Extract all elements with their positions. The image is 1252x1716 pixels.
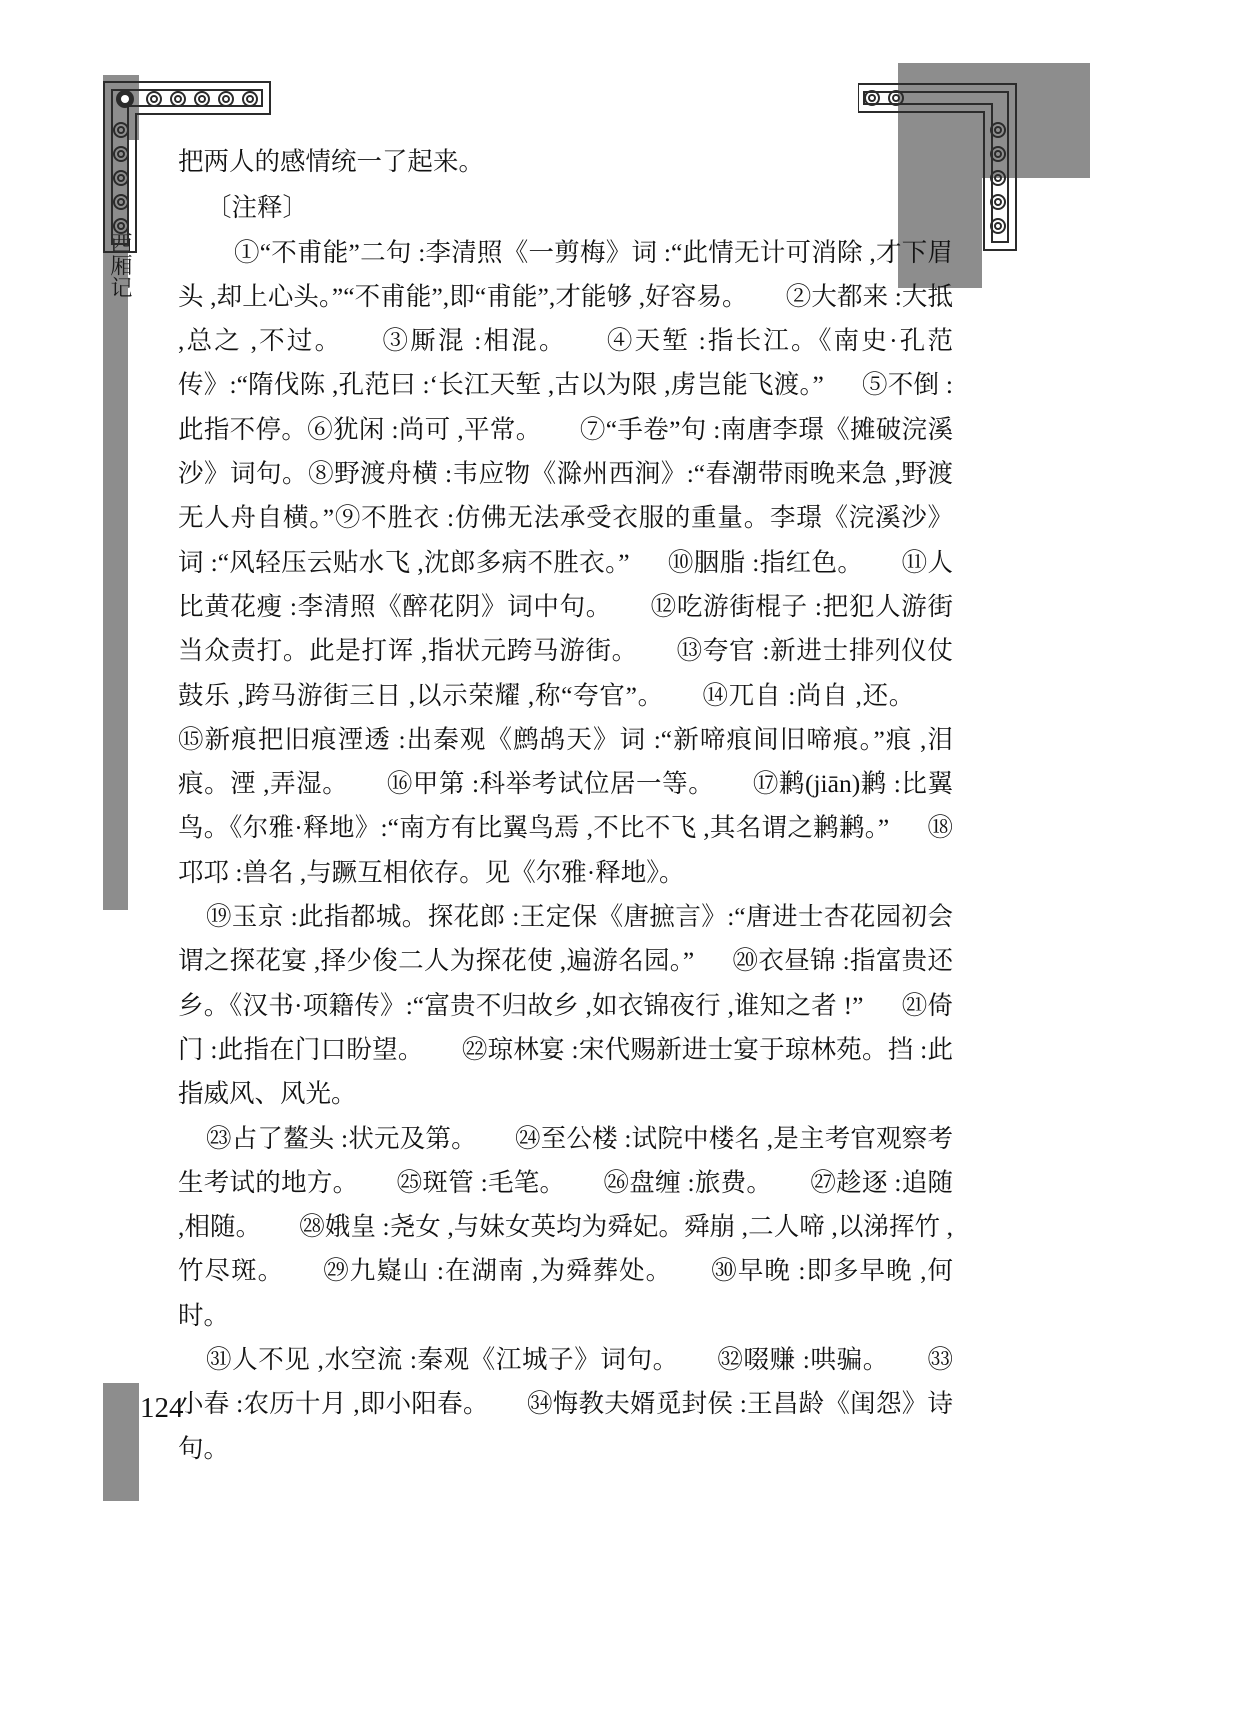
note-text: ㉚早晚 :即多早晚 ,何时。 — [178, 1256, 953, 1330]
note-text: ⑮新痕把旧痕湮透 :出秦观《鹧鸪天》词 :“新啼痕间旧啼痕。”痕 ,泪痕。湮 ,弄湿。 — [178, 724, 953, 799]
section-heading-notes: 〔注释〕 — [206, 193, 309, 223]
note-text: ⑲玉京 :此指都城。探花郎 :王定保《唐摭言》:“唐进士杏花园初会谓之探花宴 ,择少俊二人为探花使 ,遍游名园。” — [178, 902, 953, 976]
note-text: ③厮混 :相混。 — [380, 326, 567, 356]
note-text: ①“不甫能”二句 :李清照《一剪梅》词 :“此情无计可消除 ,才下眉头 ,却上心头。”“不甫能”,即“甫能”,才能够 ,好容易。 — [178, 237, 953, 311]
note-text: ㉜啜赚 :哄骗。 — [716, 1345, 889, 1375]
note-text: ⑧野渡舟横 :韦应物《滁州西涧》:“春潮带雨晚来急 ,野渡无人舟自横。” — [178, 459, 953, 533]
note-text: ⑳衣昼锦 :指富贵还乡。《汉书·项籍传》:“富贵不归故乡 ,如衣锦夜行 ,谁知之者 !” — [178, 946, 953, 1020]
note-text: ㉕斑管 :毛笔。 — [396, 1167, 566, 1197]
note-text: ㉒琼林宴 :宋代赐新进士宴于琼林苑。挡 :此指威风、风光。 — [178, 1034, 953, 1109]
note-text: ⑫吃游街棍子 :把犯人游街当众责打。此是打诨 ,指状元跨马游街。 — [178, 591, 953, 666]
note-text: ㉞悔教夫婿觅封侯 :王昌龄《闺怨》诗句。 — [178, 1389, 953, 1463]
note-item — [178, 895, 953, 1116]
note-text: ㉝小春 :农历十月 ,即小阳春。 — [178, 1345, 953, 1419]
note-text: ⑤不倒 :此指不停。 — [178, 370, 953, 444]
note-text: ⑦“手卷”句 :南唐李璟《摊破浣溪沙》词句。 — [178, 414, 953, 489]
paragraph-continuation: 把两人的感情统一了起来。 — [178, 147, 485, 176]
note-text: ㉛人不见 ,水空流 :秦观《江城子》词句。 — [206, 1345, 679, 1375]
note-text: ⑨不胜衣 :仿佛无法承受衣服的重量。李璟《浣溪沙》词 :“风轻压云贴水飞 ,沈郎多病不胜衣。” — [178, 503, 953, 577]
note-text: ②大都来 :大抵 ,总之 ,不过。 — [178, 281, 954, 356]
book-title: 西厢记 — [108, 232, 133, 298]
note-text: ㉙九嶷山 :在湖南 ,为舜葬处。 — [322, 1256, 673, 1286]
footer-band — [103, 1383, 139, 1501]
note-text: ⑥犹闲 :尚可 ,平常。 — [307, 414, 542, 444]
note-text: ㉘娥皇 :尧女 ,与妹女英均为舜妃。舜崩 ,二人啼 ,以涕挥竹 ,竹尽斑。 — [178, 1212, 953, 1286]
note-text: ㉖盘缠 :旅费。 — [603, 1167, 773, 1197]
note-text: ㉑倚门 :此指在门口盼望。 — [178, 990, 953, 1064]
note-text: ㉔至公楼 :试院中楼名 ,是主考官观察考生考试的地方。 — [178, 1123, 953, 1197]
note-text: ⑭兀自 :尚自 ,还。 — [701, 680, 916, 710]
note-text: ㉗趁逐 :追随 ,相随。 — [178, 1167, 953, 1242]
note-text: ④天堑 :指长江。《南史·孔范传》:“隋伐陈 ,孔范曰 :‘长江天堑 ,古以为限 ,虏岂能飞渡。” — [178, 326, 953, 400]
note-text: ⑰鹣(jiān)鹣 :比翼鸟。《尔雅·释地》:“南方有比翼鸟焉 ,不比不飞 ,其名谓之鹣鹣。” — [178, 769, 953, 843]
note-text: ⑯甲第 :科举考试位居一等。 — [386, 769, 715, 799]
note-text: ⑪人比黄花瘦 :李清照《醉花阴》词中句。 — [178, 547, 953, 621]
note-text: ⑬夸官 :新进士排列仪仗鼓乐 ,跨马游街三日 ,以示荣耀 ,称“夸官”。 — [178, 636, 953, 710]
note-item — [178, 1338, 953, 1471]
note-text: ⑱邛邛 :兽名 ,与蹶互相依存。见《尔雅·释地》。 — [178, 813, 953, 887]
note-text: ⑩胭脂 :指红色。 — [667, 547, 864, 577]
page-number: 124 — [140, 1392, 184, 1424]
note-text: ㉓占了鳌头 :状元及第。 — [206, 1123, 477, 1153]
page-body — [178, 140, 953, 1471]
note-item — [178, 1117, 953, 1338]
note-item — [178, 231, 953, 895]
